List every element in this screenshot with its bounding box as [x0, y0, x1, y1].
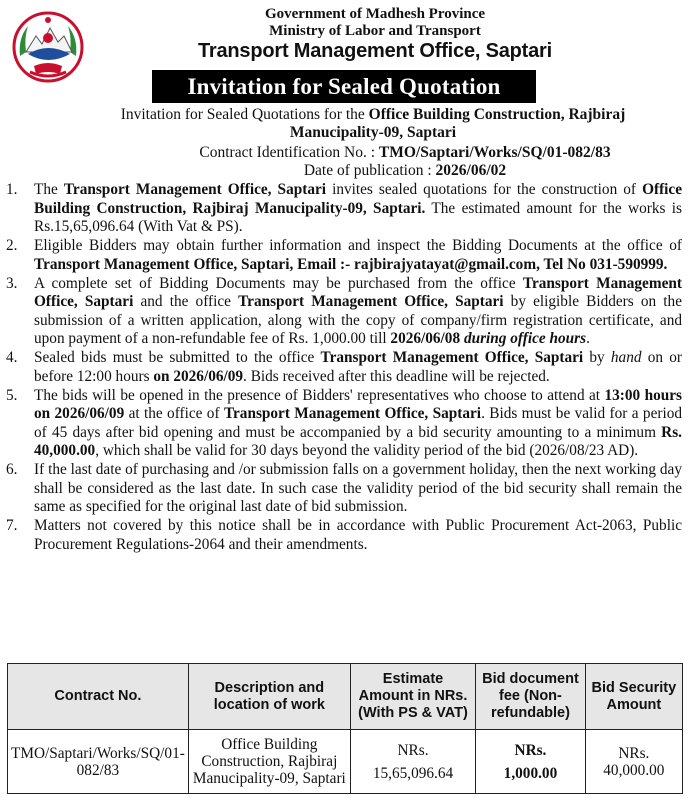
clause-item	[6, 275, 682, 349]
clause-number: 5.	[6, 386, 18, 404]
clause-number: 1.	[6, 181, 18, 198]
publication-date-line	[60, 162, 690, 180]
clause-number: 3.	[6, 274, 18, 292]
publication-date-value: 2026/06/02	[435, 162, 507, 179]
clause-text: The	[34, 181, 64, 198]
clause-item	[6, 349, 682, 386]
clause-text: Office Building Construction, Rajbiraj Manucipality-09, Saptari.	[34, 181, 682, 217]
clause-text: Matters not covered by this notice shall be in accordance with Public Procurement Act-2063, Public Procurement Regulations-2064 and their amendments.	[34, 517, 682, 553]
clause-text: If the last date of purchasing and /or submission falls on a government holiday, then the next working day shall be considered as the last date. In such case the validity period of the bid security shall remain the same as specified for the original last date of bid submission.	[34, 461, 682, 515]
clause-number: 4.	[6, 349, 18, 366]
ministry-title: Ministry of Labor and Transport	[269, 23, 481, 39]
clause-text: , which shall be valid for 30 days beyond the validity period of the bid (2026/08/23 AD).	[95, 442, 639, 459]
table-header-row	[8, 664, 683, 730]
cell-fee	[476, 730, 586, 794]
clause-text: . Bids must be valid for a period of 45 days after bid opening and must be accompanied by a bid security amounting to a minimum	[34, 405, 683, 441]
clause-text: Transport Management Office, Saptari	[223, 405, 482, 422]
fee-amount: 1,000.00	[503, 764, 558, 782]
notice-banner: Invitation for Sealed Quotation	[152, 70, 536, 103]
intro-work-name: Office Building Construction, Rajbiraj	[368, 106, 626, 123]
clause-text: Transport Management Office, Saptari	[34, 274, 682, 310]
clause-text: Eligible Bidders may obtain further information and inspect the Bidding Documents at the office of	[34, 237, 682, 254]
clause-item	[6, 181, 682, 237]
header-contract-no: Contract No.	[8, 664, 189, 730]
contract-id-value: TMO/Saptari/Works/SQ/01-082/83	[378, 144, 611, 161]
clause-text: during office hours	[463, 330, 587, 347]
clause-text: by	[583, 349, 611, 366]
clause-text: The estimated amount for the works is Rs.15,65,096.64 (With Vat & PS).	[34, 199, 682, 235]
cell-security	[585, 730, 682, 794]
clause-text: 13:00 hours on 2026/06/09	[34, 386, 682, 422]
cell-contract-no: TMO/Saptari/Works/SQ/01-082/83	[8, 730, 189, 794]
clause-item	[6, 461, 682, 517]
clause-text: 2026/06/08	[390, 330, 464, 347]
clause-text: at the office of	[124, 405, 224, 422]
header-estimate-amount: Estimate Amount in NRs. (With PS & VAT)	[350, 664, 475, 730]
quotation-table	[7, 663, 683, 794]
clause-number: 2.	[6, 237, 18, 254]
clause-text: by eligible Bidders on the submission of a written application, along with the copy of company/firm registration certificate, and upon payment of a non-refundable fee of Rs. 1,000.00 till	[34, 293, 682, 347]
contract-id-label: Contract Identification No. :	[199, 144, 379, 161]
cell-description: Office Building Construction, Rajbiraj Manucipality-09, Saptari	[188, 730, 350, 794]
clause-item	[6, 237, 682, 274]
clause-text: . Bids received after this deadline will be rejected.	[243, 367, 550, 385]
clause-number: 6.	[6, 461, 18, 478]
publication-date-label: Date of publication :	[303, 162, 436, 179]
government-title: Government of Madhesh Province	[264, 6, 486, 22]
clause-list	[6, 181, 682, 555]
estimate-currency: NRs.	[397, 741, 429, 759]
intro-work-location: Manucipality-09, Saptari	[289, 124, 457, 141]
header-description: Description and location of work	[188, 664, 350, 730]
clause-text: A complete set of Bidding Documents may be purchased from the office	[34, 274, 523, 292]
intro-prefix: Invitation for Sealed Quotations for the	[120, 106, 369, 123]
clause-item	[6, 517, 682, 554]
security-amount: 40,000.00	[603, 761, 665, 779]
contract-id-line	[60, 144, 690, 162]
clause-text: Sealed bids must be submitted to the office	[34, 349, 321, 366]
estimate-amount: 15,65,096.64	[372, 764, 454, 782]
office-title: Transport Management Office, Saptari	[198, 40, 552, 62]
clause-text: hand	[610, 349, 642, 366]
clause-item	[6, 387, 682, 461]
security-currency: NRs.	[618, 744, 650, 762]
clause-text: on 2026/06/09	[153, 367, 244, 385]
clause-text: on or before 12:00 hours	[34, 349, 682, 385]
intro-line-2	[28, 124, 690, 142]
cell-estimate	[350, 730, 475, 794]
clause-text: Transport Management Office, Saptari	[238, 293, 504, 310]
header-bid-security: Bid Security Amount	[585, 664, 682, 730]
clause-text: and the office	[133, 293, 239, 310]
clause-text: Rs. 40,000.00	[34, 423, 682, 459]
clause-text: Transport Management Office, Saptari	[63, 181, 327, 198]
intro-line-1	[28, 106, 690, 124]
clause-text: Transport Management Office, Saptari	[320, 349, 584, 366]
clause-text: invites sealed quotations for the construction of	[326, 181, 643, 198]
clause-text: .	[586, 330, 590, 347]
table-row	[8, 730, 683, 794]
header-bid-document-fee: Bid document fee (Non-refundable)	[476, 664, 586, 730]
clause-text: Transport Management Office, Saptari, Email :- rajbirajyatayat@gmail.com, Tel No 031-590999.	[34, 255, 668, 273]
fee-currency: NRs.	[514, 741, 547, 759]
clause-number: 7.	[6, 517, 18, 534]
clause-text: The bids will be opened in the presence of Bidders' representatives who choose to attend at	[34, 386, 605, 404]
